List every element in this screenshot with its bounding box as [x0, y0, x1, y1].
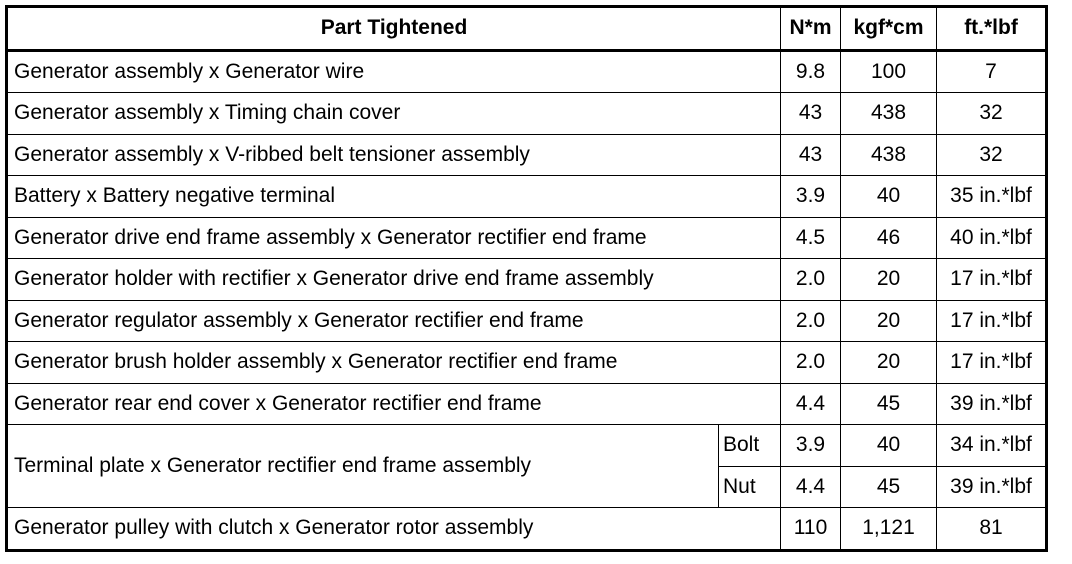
torque-table [5, 5, 1048, 552]
part-cell: Generator drive end frame assembly x Generator rectifier end frame [7, 217, 781, 259]
ft-cell: 35 in.*lbf [937, 176, 1047, 218]
part-cell: Generator rear end cover x Generator rectifier end frame [7, 383, 781, 425]
part-cell: Terminal plate x Generator rectifier end frame assembly [7, 425, 719, 508]
header-nm: N*m [781, 7, 841, 51]
nm-cell: 3.9 [781, 176, 841, 218]
ft-cell: 32 [937, 134, 1047, 176]
part-cell: Generator regulator assembly x Generator rectifier end frame [7, 300, 781, 342]
ft-cell: 40 in.*lbf [937, 217, 1047, 259]
ft-cell: 32 [937, 93, 1047, 135]
part-cell: Generator brush holder assembly x Generator rectifier end frame [7, 342, 781, 384]
nm-cell: 2.0 [781, 300, 841, 342]
ft-cell: 39 in.*lbf [937, 383, 1047, 425]
ft-cell: 34 in.*lbf [937, 425, 1047, 467]
table-row [7, 176, 1047, 218]
nm-cell: 2.0 [781, 342, 841, 384]
part-cell: Battery x Battery negative terminal [7, 176, 781, 218]
part-cell: Generator assembly x Timing chain cover [7, 93, 781, 135]
table-row [7, 383, 1047, 425]
table-row [7, 342, 1047, 384]
kgf-cell: 20 [841, 259, 937, 301]
kgf-cell: 20 [841, 342, 937, 384]
header-part: Part Tightened [7, 7, 781, 51]
part-cell: Generator assembly x Generator wire [7, 50, 781, 93]
nm-cell: 4.5 [781, 217, 841, 259]
nm-cell: 43 [781, 93, 841, 135]
table-row [7, 134, 1047, 176]
table-row [7, 259, 1047, 301]
part-cell: Generator assembly x V-ribbed belt tensioner assembly [7, 134, 781, 176]
header-kgf: kgf*cm [841, 7, 937, 51]
nm-cell: 3.9 [781, 425, 841, 467]
fastener-label: Bolt [719, 425, 781, 467]
part-cell: Generator pulley with clutch x Generator rotor assembly [7, 508, 781, 551]
nm-cell: 4.4 [781, 466, 841, 508]
kgf-cell: 40 [841, 425, 937, 467]
nm-cell: 110 [781, 508, 841, 551]
fastener-label: Nut [719, 466, 781, 508]
table-row [7, 50, 1047, 93]
kgf-cell: 1,121 [841, 508, 937, 551]
kgf-cell: 45 [841, 383, 937, 425]
ft-cell: 7 [937, 50, 1047, 93]
nm-cell: 2.0 [781, 259, 841, 301]
ft-cell: 39 in.*lbf [937, 466, 1047, 508]
ft-cell: 81 [937, 508, 1047, 551]
table-row [7, 508, 1047, 551]
kgf-cell: 438 [841, 93, 937, 135]
table-row-terminal-bolt [7, 425, 1047, 467]
table-row [7, 93, 1047, 135]
nm-cell: 4.4 [781, 383, 841, 425]
ft-cell: 17 in.*lbf [937, 342, 1047, 384]
header-ft: ft.*lbf [937, 7, 1047, 51]
nm-cell: 43 [781, 134, 841, 176]
header-row [7, 7, 1047, 51]
nm-cell: 9.8 [781, 50, 841, 93]
ft-cell: 17 in.*lbf [937, 259, 1047, 301]
kgf-cell: 20 [841, 300, 937, 342]
kgf-cell: 438 [841, 134, 937, 176]
kgf-cell: 40 [841, 176, 937, 218]
table-row [7, 300, 1047, 342]
kgf-cell: 45 [841, 466, 937, 508]
kgf-cell: 46 [841, 217, 937, 259]
ft-cell: 17 in.*lbf [937, 300, 1047, 342]
table-row [7, 217, 1047, 259]
kgf-cell: 100 [841, 50, 937, 93]
part-cell: Generator holder with rectifier x Generator drive end frame assembly [7, 259, 781, 301]
